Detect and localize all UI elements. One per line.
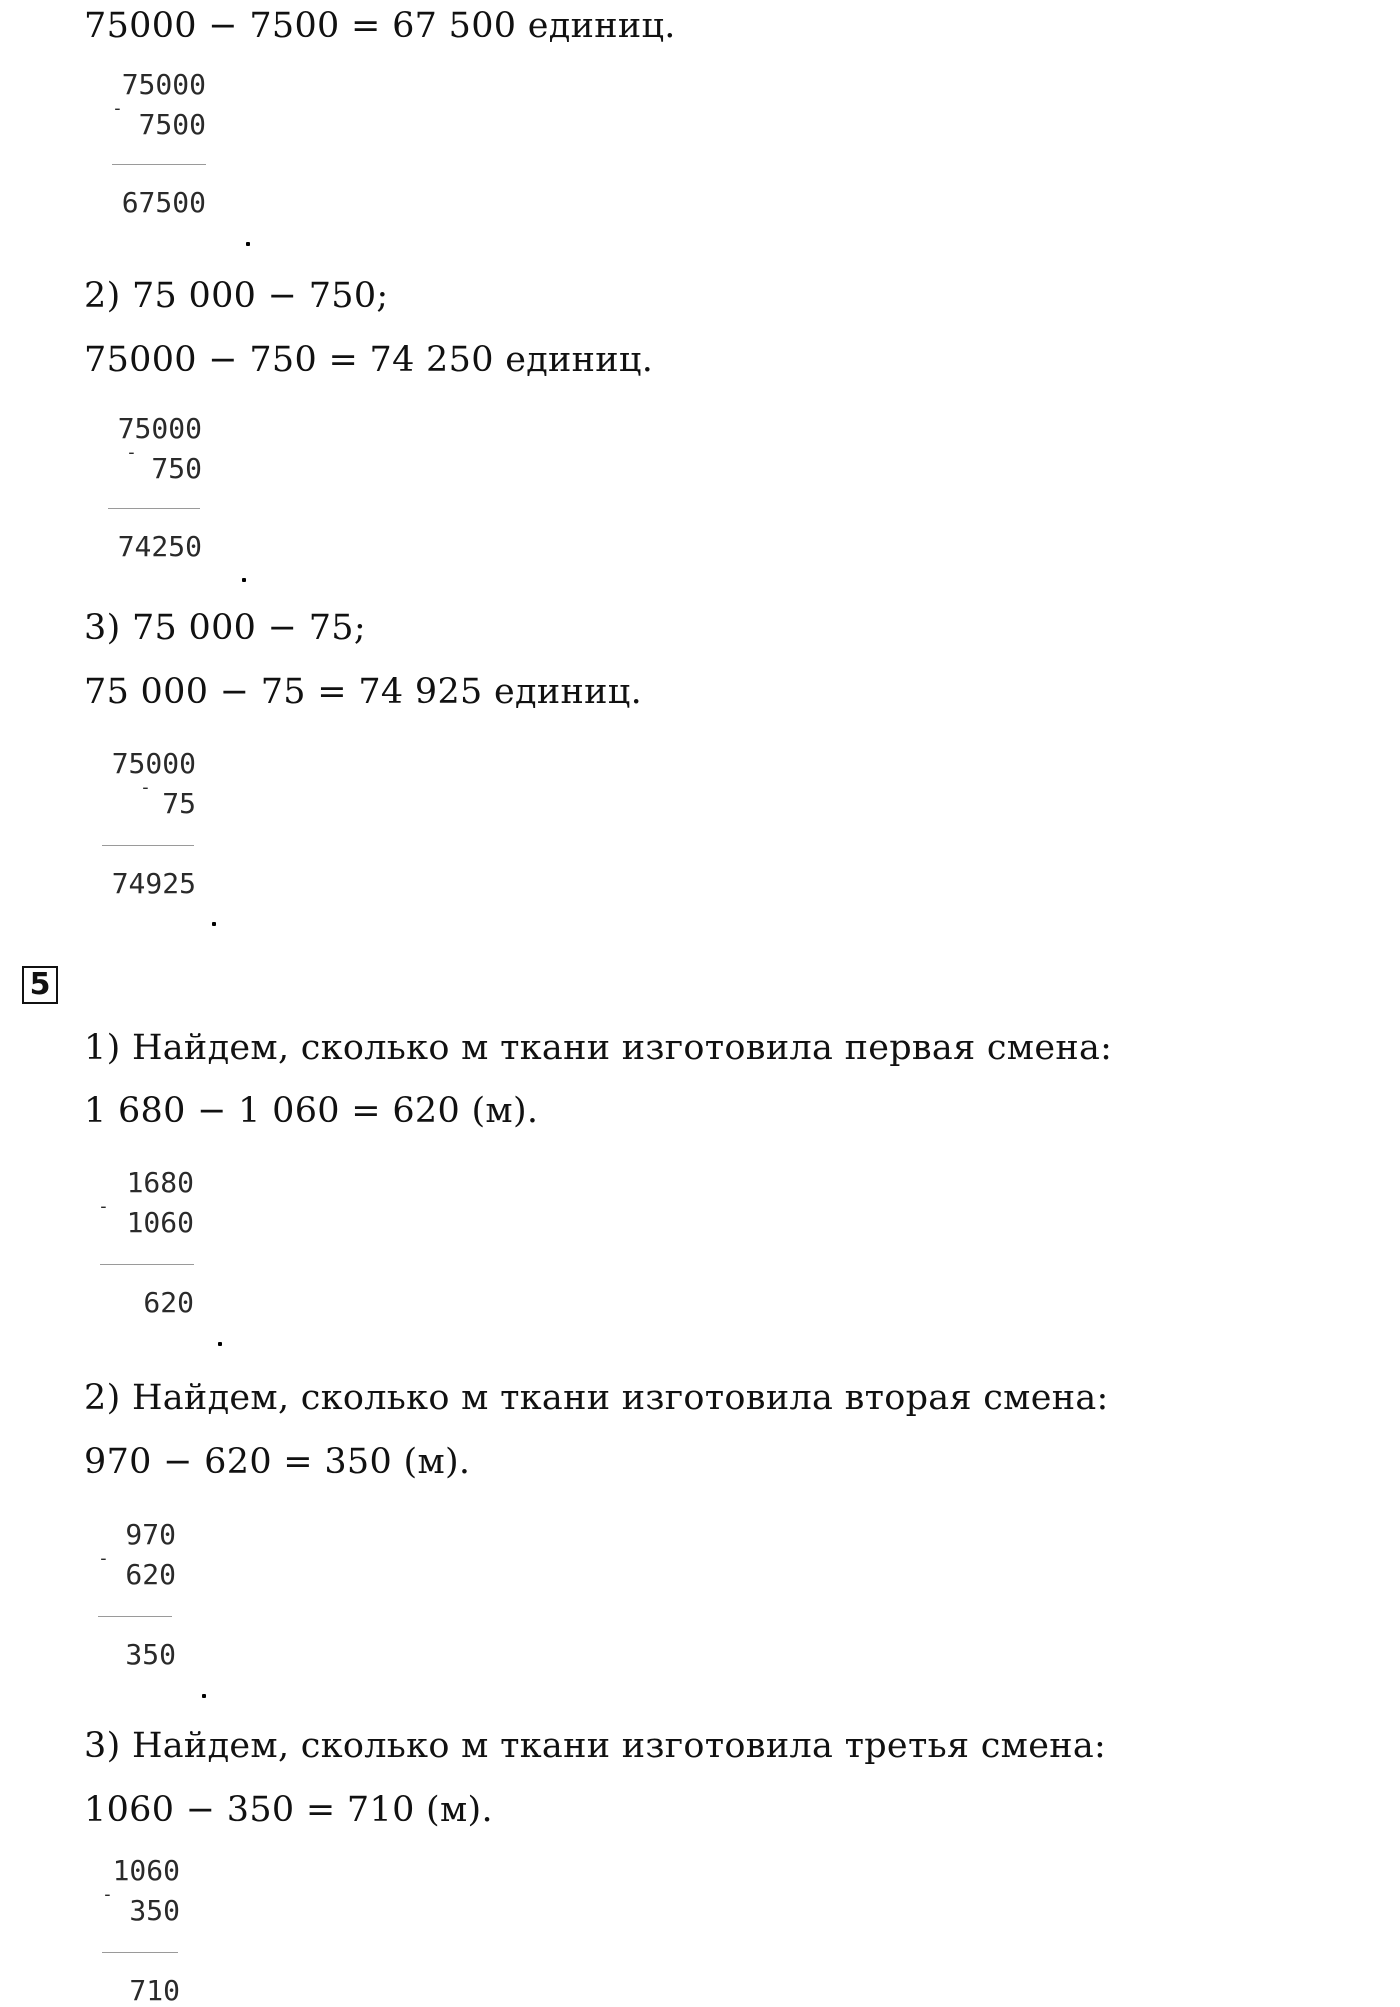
column-subtraction: [96, 414, 216, 584]
minus-sign: -: [98, 1548, 109, 1569]
minus-sign: -: [102, 1884, 113, 1905]
divider-line: [98, 1616, 172, 1617]
difference: 74250: [117, 530, 202, 563]
minuend: 75000: [121, 68, 206, 101]
period-dot: [202, 1694, 206, 1698]
period-dot: [242, 578, 246, 582]
column-subtraction: [96, 1168, 216, 1338]
step-title: 3) Найдем, сколько м ткани изготовила третья смена:: [84, 1726, 1107, 1766]
minus-sign: -: [140, 777, 151, 798]
task-number-box: 5: [22, 966, 58, 1004]
divider-line: [102, 1952, 178, 1953]
subtrahend: 350: [129, 1894, 180, 1927]
equation-line: 75 000 − 75 = 74 925 единиц.: [84, 672, 643, 712]
period-dot: [218, 1342, 222, 1346]
step-title: 1) Найдем, сколько м ткани изготовила первая смена:: [84, 1028, 1113, 1068]
divider-line: [102, 845, 194, 846]
subtrahend: 1060: [126, 1206, 194, 1239]
subtrahend: 7500: [138, 108, 206, 141]
minus-sign: -: [112, 98, 123, 119]
equation-line: 1 680 − 1 060 = 620 (м).: [84, 1091, 539, 1131]
equation-line: 970 − 620 = 350 (м).: [84, 1442, 471, 1482]
difference: 710: [129, 1974, 180, 2007]
step-title: 2) Найдем, сколько м ткани изготовила вторая смена:: [84, 1378, 1109, 1418]
difference: 620: [143, 1286, 194, 1319]
step-title: 2) 75 000 − 750;: [84, 276, 389, 316]
divider-line: [100, 1264, 194, 1265]
equation-line: 1060 − 350 = 710 (м).: [84, 1790, 493, 1830]
minus-sign: -: [98, 1196, 109, 1217]
column-subtraction: [100, 1856, 210, 2006]
minuend: 75000: [111, 747, 196, 780]
subtrahend: 620: [125, 1558, 176, 1591]
period-dot: [246, 242, 250, 246]
step-title: 3) 75 000 − 75;: [84, 608, 366, 648]
period-dot: [212, 922, 216, 926]
minus-sign: -: [126, 442, 137, 463]
minuend: 1680: [126, 1166, 194, 1199]
minuend: 75000: [117, 412, 202, 445]
minuend: 970: [125, 1518, 176, 1551]
difference: 74925: [111, 867, 196, 900]
difference: 67500: [121, 186, 206, 219]
subtrahend: 75: [162, 787, 196, 820]
column-subtraction: [90, 749, 210, 919]
minuend: 1060: [112, 1854, 180, 1887]
column-subtraction: [96, 1520, 206, 1690]
divider-line: [112, 164, 206, 165]
column-subtraction: [100, 70, 220, 240]
subtrahend: 750: [151, 452, 202, 485]
divider-line: [108, 508, 200, 509]
equation-line: 75000 − 7500 = 67 500 единиц.: [84, 6, 676, 46]
difference: 350: [125, 1638, 176, 1671]
equation-line: 75000 − 750 = 74 250 единиц.: [84, 340, 654, 380]
